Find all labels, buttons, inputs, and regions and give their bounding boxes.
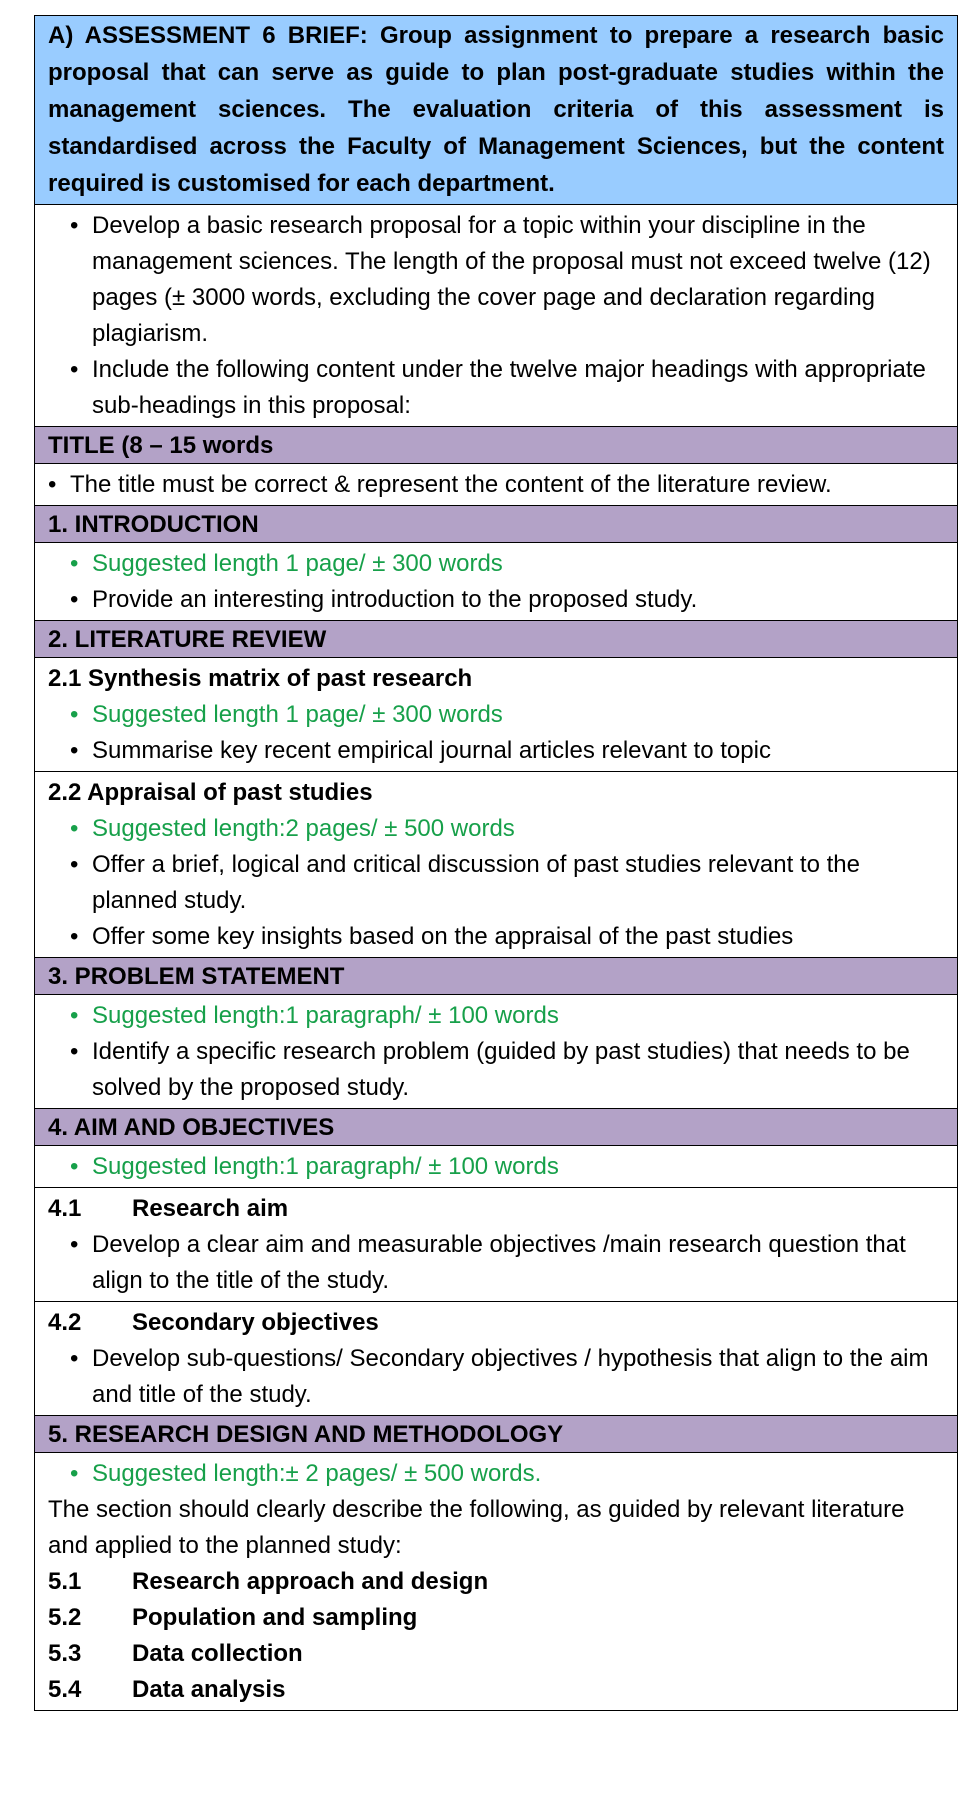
method-label: Research approach and design bbox=[132, 1568, 489, 1595]
subheading-appraisal: 2.2 Appraisal of past studies bbox=[48, 779, 373, 806]
section-description: The section should clearly describe the following, as guided by relevant literature and applied to the planned study: bbox=[48, 1496, 905, 1559]
subheading-label: Research aim bbox=[132, 1195, 289, 1222]
list-item: • Include the following content under the twelve major headings with appropriate sub-headings in this proposal: bbox=[48, 352, 944, 424]
synthesis-matrix-block bbox=[34, 658, 958, 772]
suggested-length: • Suggested length:2 pages/ ± 500 words bbox=[48, 811, 944, 847]
list-item: • Offer some key insights based on the appraisal of the past studies bbox=[48, 919, 944, 955]
list-item: • Summarise key recent empirical journal articles relevant to topic bbox=[48, 733, 944, 769]
suggested-length: • Suggested length 1 page/ ± 300 words bbox=[48, 546, 944, 582]
suggested-length: • Suggested length:1 paragraph/ ± 100 words bbox=[48, 998, 944, 1034]
section-heading-aim-objectives: 4. AIM AND OBJECTIVES bbox=[34, 1109, 958, 1146]
section-heading-research-design: 5. RESEARCH DESIGN AND METHODOLOGY bbox=[34, 1416, 958, 1453]
section-heading-title: TITLE (8 – 15 words bbox=[34, 427, 958, 464]
method-number: 5.1 bbox=[48, 1568, 82, 1595]
subheading-number: 4.2 bbox=[48, 1309, 82, 1336]
list-item: • Develop sub-questions/ Secondary objectives / hypothesis that align to the aim and title of the study. bbox=[48, 1341, 944, 1413]
method-item bbox=[48, 1672, 944, 1708]
suggested-length: • Suggested length:± 2 pages/ ± 500 words. bbox=[48, 1456, 944, 1492]
assessment-brief-header: A) ASSESSMENT 6 BRIEF: Group assignment to prepare a research basic proposal that can serve as guide to plan post-graduate studies within the management sciences. The evaluation criteria of this assessment is standardised across the Faculty of Management Sciences, but the content required is customised for each department. bbox=[34, 15, 958, 205]
section-heading-problem-statement: 3. PROBLEM STATEMENT bbox=[34, 958, 958, 995]
section-heading-introduction: 1. INTRODUCTION bbox=[34, 506, 958, 543]
research-design-block bbox=[34, 1453, 958, 1711]
title-block bbox=[34, 464, 958, 506]
method-label: Population and sampling bbox=[132, 1604, 418, 1631]
list-item: • Develop a basic research proposal for a topic within your discipline in the management sciences. The length of the proposal must not exceed twelve (12) pages (± 3000 words, excluding the cover page and declaration regarding plagiarism. bbox=[48, 208, 944, 352]
method-item bbox=[48, 1564, 944, 1600]
subheading-research-aim bbox=[48, 1191, 944, 1227]
method-label: Data analysis bbox=[132, 1676, 286, 1703]
list-item: • The title must be correct & represent the content of the literature review. bbox=[48, 467, 944, 503]
suggested-length: • Suggested length 1 page/ ± 300 words bbox=[48, 697, 944, 733]
subheading-number: 4.1 bbox=[48, 1195, 82, 1222]
subheading-synthesis-matrix: 2.1 Synthesis matrix of past research bbox=[48, 665, 473, 692]
section-heading-literature-review: 2. LITERATURE REVIEW bbox=[34, 621, 958, 658]
list-item: • Offer a brief, logical and critical discussion of past studies relevant to the planned study. bbox=[48, 847, 944, 919]
method-number: 5.2 bbox=[48, 1604, 82, 1631]
list-item: • Identify a specific research problem (guided by past studies) that needs to be solved by the proposed study. bbox=[48, 1034, 944, 1106]
introduction-block bbox=[34, 543, 958, 621]
method-number: 5.4 bbox=[48, 1676, 82, 1703]
method-number: 5.3 bbox=[48, 1640, 82, 1667]
secondary-objectives-block bbox=[34, 1302, 958, 1416]
list-item: • Provide an interesting introduction to the proposed study. bbox=[48, 582, 944, 618]
subheading-label: Secondary objectives bbox=[132, 1309, 379, 1336]
intro-bullets-block bbox=[34, 205, 958, 427]
method-item bbox=[48, 1636, 944, 1672]
research-aim-block bbox=[34, 1188, 958, 1302]
aims-length-block bbox=[34, 1146, 958, 1188]
list-item: • Develop a clear aim and measurable objectives /main research question that align to the title of the study. bbox=[48, 1227, 944, 1299]
method-item bbox=[48, 1600, 944, 1636]
method-label: Data collection bbox=[132, 1640, 303, 1667]
subheading-secondary-objectives bbox=[48, 1305, 944, 1341]
suggested-length: • Suggested length:1 paragraph/ ± 100 words bbox=[48, 1149, 944, 1185]
appraisal-block bbox=[34, 772, 958, 958]
problem-block bbox=[34, 995, 958, 1109]
assessment-brief-document bbox=[34, 15, 958, 1711]
